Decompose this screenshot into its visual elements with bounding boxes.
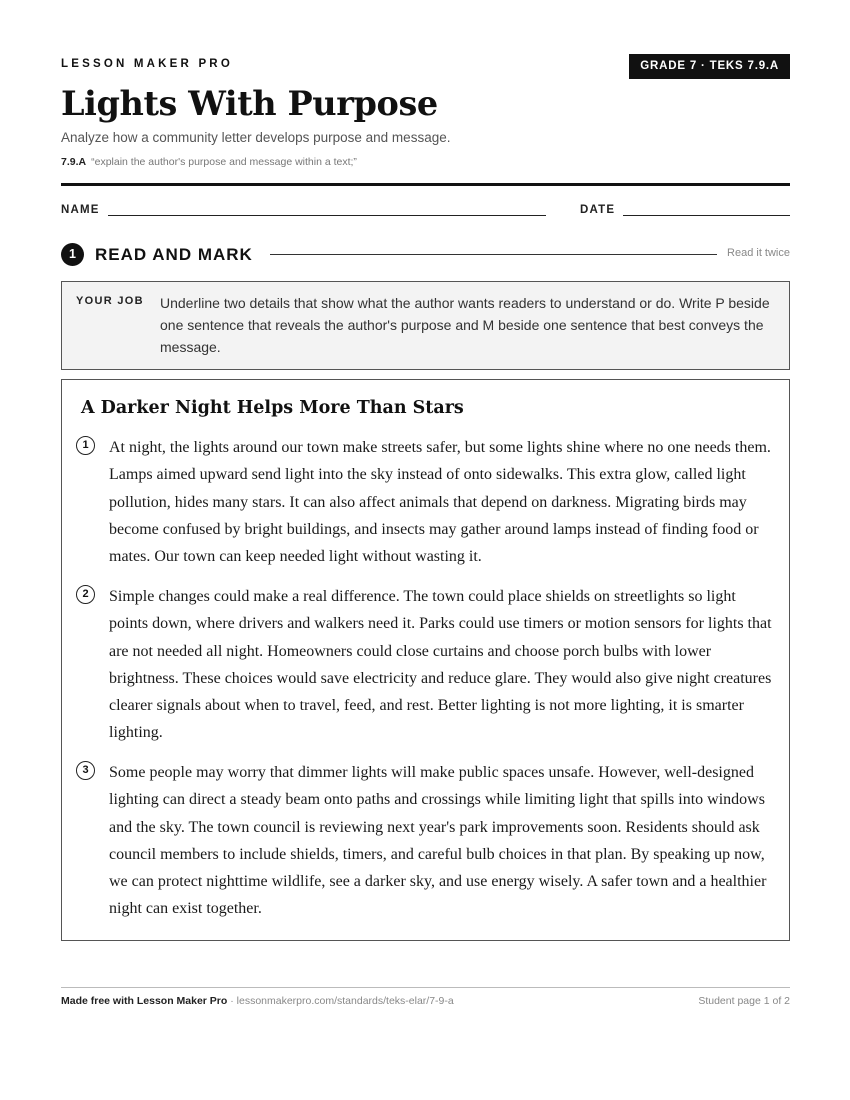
section-divider (270, 254, 717, 255)
paragraph-number: 2 (76, 585, 95, 604)
paragraph-text: Some people may worry that dimmer lights will make public spaces unsafe. However, well-designed lighting can direct a steady beam onto paths and crossings while limiting light that spills into windows and the sky. The town council is reviewing next year's park improvements soon. Residents should ask council members to include shields, timers, and careful bulb choices in that plan. By speaking up now, we can protect nighttime wildlife, see a darker sky, and use energy wisely. A safer town and a healthier night can exist together. (109, 764, 767, 918)
section-number-badge: 1 (61, 243, 84, 266)
date-label: DATE (580, 204, 616, 216)
brand-name: LESSON MAKER PRO (61, 58, 233, 70)
page-title: Lights With Purpose (61, 84, 438, 123)
passage-box (61, 379, 790, 941)
date-field[interactable] (623, 215, 790, 216)
footer-credit (61, 995, 454, 1007)
paragraph-number: 1 (76, 436, 95, 455)
task-label: YOUR JOB (76, 295, 144, 307)
task-box (61, 281, 790, 370)
paragraph-text: At night, the lights around our town make streets safer, but some lights shine where no one needs them. Lamps aimed upward send light into the sky instead of onto sidewalks. This extra glow, called light pollution, hides many stars. It can also affect animals that depend on darkness. Migrating birds may become confused by bright buildings, and insects may gather around lamps instead of finding food or mates. Our town can keep needed light without wasting it. (109, 439, 771, 566)
paragraph-text: Simple changes could make a real difference. The town could place shields on streetlights so light points down, where drivers and walkers need it. Parks could use timers or motion sensors for lights that are not needed all night. Homeowners could close curtains and choose porch bulbs with lower brightness. These choices would save electricity and reduce glare. They would also give night creatures clearer signals about when to travel, feed, and rest. Better lighting is not more lighting, it is smarter lighting. (109, 588, 772, 742)
section-note: Read it twice (727, 247, 790, 259)
name-label: NAME (61, 204, 100, 216)
footer-divider (61, 987, 790, 988)
grade-standard-badge: GRADE 7 · TEKS 7.9.A (629, 54, 790, 79)
name-field[interactable] (108, 215, 546, 216)
footer-brand: Made free with Lesson Maker Pro (61, 995, 228, 1007)
paragraph-number: 3 (76, 761, 95, 780)
passage-title: A Darker Night Helps More Than Stars (81, 398, 464, 418)
page-indicator: Student page 1 of 2 (698, 995, 790, 1007)
section-title: READ AND MARK (95, 245, 253, 264)
standard-line (61, 156, 357, 168)
footer-url: · lessonmakerpro.com/standards/teks-elar/7-9-a (227, 995, 454, 1007)
task-instructions: Underline two details that show what the author wants readers to understand or do. Write P beside one sentence that reveals the author's purpose and M beside one sentence that best conveys the message. (160, 295, 770, 355)
header-divider (61, 183, 790, 186)
standard-code: 7.9.A (61, 156, 87, 168)
standard-text: “explain the author's purpose and message within a text;” (91, 156, 357, 168)
page-subtitle: Analyze how a community letter develops purpose and message. (61, 130, 451, 145)
